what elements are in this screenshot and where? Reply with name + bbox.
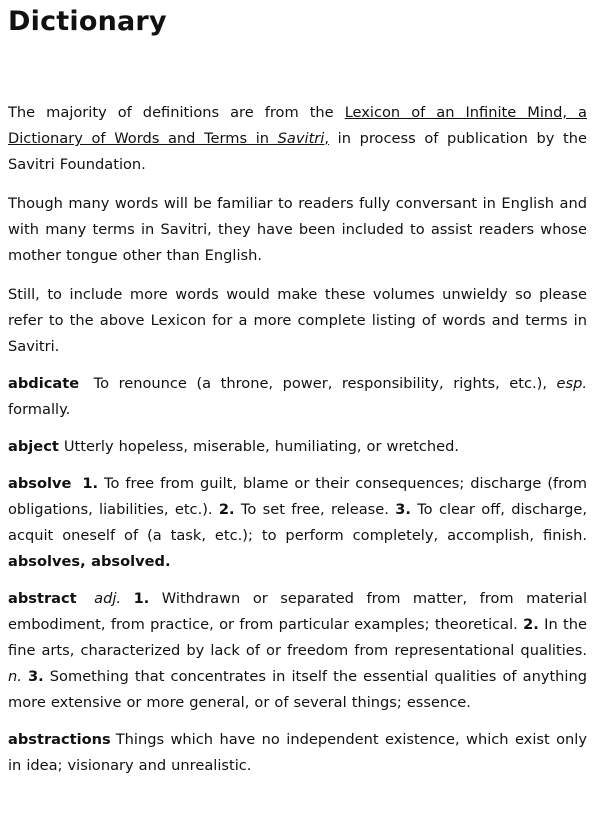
abbreviation: esp. xyxy=(556,375,587,392)
lexicon-link[interactable]: Lexicon of an Infinite Mind, a Dictionary of Words and Terms in Savitri, xyxy=(8,104,587,147)
sense-number: 3. xyxy=(395,501,411,518)
definition: Things which have no independent existence, which exist only in idea; visionary and unrealistic. xyxy=(8,731,587,774)
intro-paragraph-lexicon-note: Still, to include more words would make these volumes unwieldy so please refer to the above Lexicon for a more complete listing of words and terms in Savitri. xyxy=(8,286,587,355)
sense-number: 3. xyxy=(28,668,44,685)
headword: abdicate xyxy=(8,375,80,392)
definition: Something that concentrates in itself the essential qualities of anything more extensive or more general, or of several things; essence. xyxy=(8,668,587,711)
sense-number: 2. xyxy=(218,501,235,518)
part-of-speech: adj. xyxy=(94,590,122,607)
intro-text-before: The majority of definitions are from the xyxy=(8,104,345,121)
intro-paragraph-purpose: Though many words will be familiar to readers fully conversant in English and with many terms in Savitri, they have been included to assist readers whose mother tongue other than English. xyxy=(8,195,587,264)
headword: abstractions xyxy=(8,731,111,748)
entry-absolve xyxy=(8,471,587,575)
definition: To free from guilt, blame or their consequences; discharge (from obligations, liabilities, etc.). xyxy=(8,475,587,518)
definition: In the fine arts, characterized by lack of or freedom from representational qualities. xyxy=(8,616,587,659)
headword: absolve xyxy=(8,475,72,492)
entry-abject xyxy=(8,434,587,460)
definition: To set free, release. xyxy=(234,501,396,518)
part-of-speech: n. xyxy=(8,668,22,685)
definition: To clear off, discharge, acquit oneself of (a task, etc.); to perform completely, accomplish, finish. xyxy=(8,501,587,544)
headword: abject xyxy=(8,438,59,455)
headword: abstract xyxy=(8,590,77,607)
intro-paragraph-sources xyxy=(8,100,587,178)
entry-abstractions xyxy=(8,727,587,779)
definition: formally. xyxy=(8,401,71,418)
intro-text-after: in process of publication by the Savitri Foundation. xyxy=(8,130,588,173)
page-title: Dictionary xyxy=(8,6,167,37)
entry-abdicate xyxy=(8,371,587,423)
sense-number: 1. xyxy=(82,475,99,492)
sense-number: 1. xyxy=(133,590,150,607)
entry-abstract xyxy=(8,586,587,716)
definition: To renounce (a throne, power, responsibility, rights, etc.), xyxy=(93,375,557,392)
inflected-forms: absolves, absolved. xyxy=(8,553,171,570)
definition: Withdrawn or separated from matter, from material embodiment, from practice, or from particular examples; theoretical. xyxy=(8,590,588,633)
definition: Utterly hopeless, miserable, humiliating, or wretched. xyxy=(63,438,459,455)
sense-number: 2. xyxy=(523,616,539,633)
